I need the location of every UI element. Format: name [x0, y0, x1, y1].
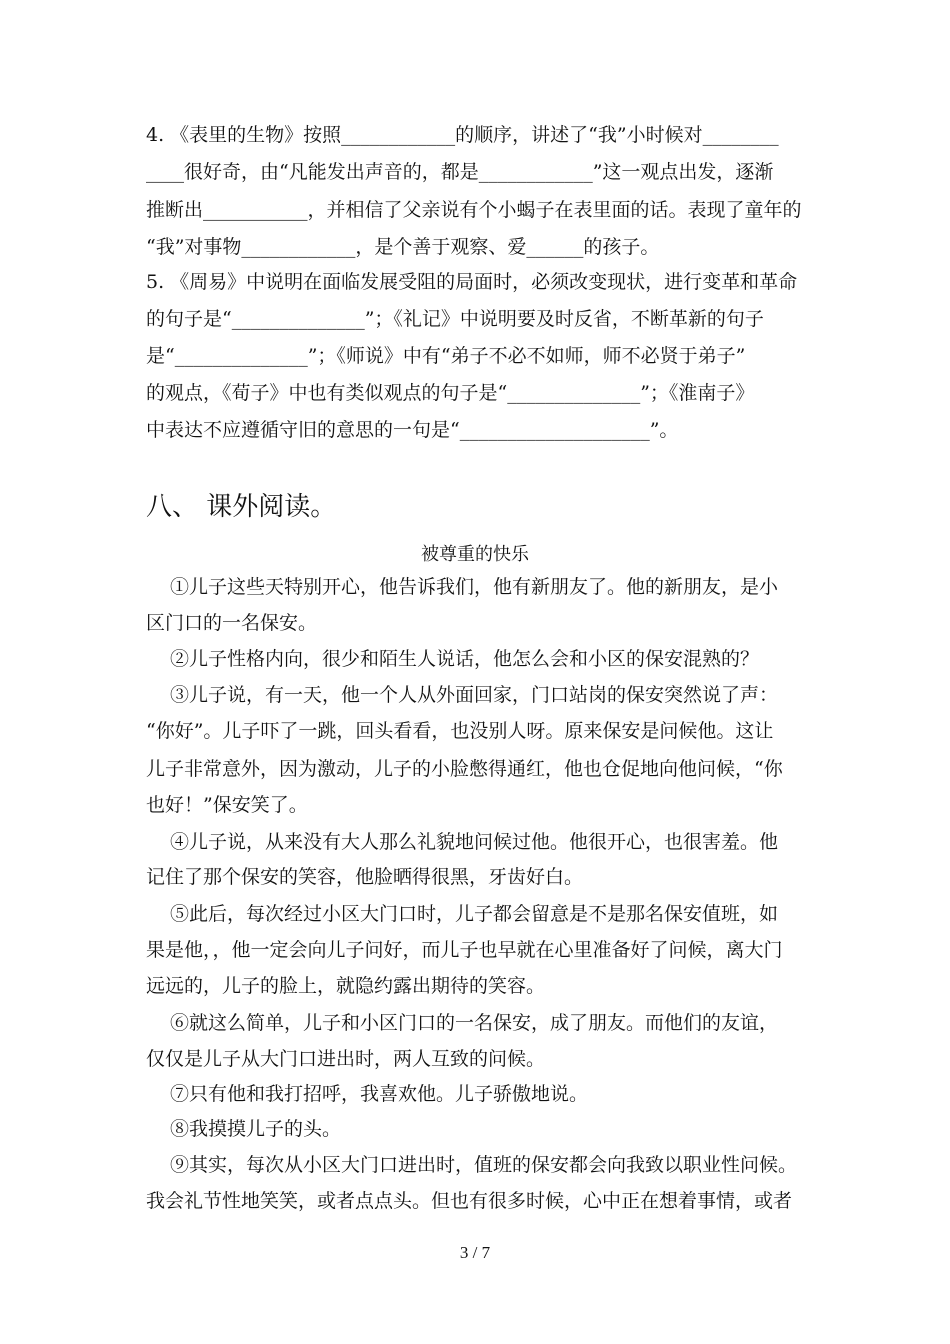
article-line: ⑥就这么简单，儿子和小区门口的一名保安，成了朋友。而他们的友谊，: [170, 1012, 779, 1034]
section-heading: 八、 课外阅读。: [146, 492, 337, 522]
article-line: ②儿子性格内向，很少和陌生人说话，他怎么会和小区的保安混熟的？: [170, 648, 760, 670]
article-line: 也好！”保安笑了。: [146, 794, 308, 816]
article-line: ④儿子说，从来没有大人那么礼貌地问候过他。他很开心，也很害羞。他: [170, 831, 779, 853]
article-line: ⑧我摸摸儿子的头。: [170, 1118, 342, 1140]
article-line: 仅仅是儿子从大门口进出时，两人互致的问候。: [146, 1048, 546, 1070]
article-line: 儿子非常意外，因为激动，儿子的小脸憋得通红，他也仓促地向他问候，“你: [146, 758, 783, 780]
article-line: 远远的，儿子的脸上，就隐约露出期待的笑容。: [146, 975, 546, 997]
article-line: ①儿子这些天特别开心，他告诉我们，他有新朋友了。他的新朋友，是小: [170, 576, 779, 598]
article-line: 区门口的一名保安。: [146, 612, 318, 634]
article-line: 记住了那个保安的笑容，他脸晒得很黑，牙齿好白。: [146, 866, 584, 888]
article-title: 被尊重的快乐: [421, 544, 529, 565]
q5-line-5: 中表达不应遵循守旧的意思的一句是“____________________”。: [146, 419, 679, 441]
article-line: 果是他，，他一定会向儿子问好，而儿子也早就在心里准备好了问候，离大门: [146, 939, 783, 961]
article-line: “你好”。儿子吓了一跳，回头看看，也没别人呀。原来保安是问候他。这让: [146, 720, 774, 742]
article-line: ③儿子说，有一天，他一个人从外面回家，门口站岗的保安突然说了声：: [170, 684, 779, 706]
article-line: 我会礼节性地笑笑，或者点点头。但也有很多时候，心中正在想着事情，或者: [146, 1190, 793, 1212]
q4-line-3: 推断出___________，并相信了父亲说有个小蝎子在表里面的话。表现了童年的: [146, 199, 802, 221]
q5-line-3: 是“______________”；《师说》中有“弟子不必不如师，师不必贤于弟子”: [146, 345, 746, 367]
article-line: ⑤此后，每次经过小区大门口时，儿子都会留意是不是那名保安值班，如: [170, 903, 779, 925]
q4-line-2: ____很好奇，由“凡能发出声音的，都是____________”这一观点出发，逐渐: [146, 161, 774, 183]
page-number: 3 / 7: [459, 1243, 491, 1262]
article-line: ⑨其实，每次从小区大门口进出时，值班的保安都会向我致以职业性问候。: [170, 1154, 798, 1176]
q5-line-4: 的观点，《荀子》中也有类似观点的句子是“______________”；《淮南子》: [146, 382, 755, 404]
q4-line-4: “我”对事物____________，是个善于观察、爱______的孩子。: [146, 236, 660, 258]
article-line: ⑦只有他和我打招呼，我喜欢他。儿子骄傲地说。: [170, 1083, 589, 1105]
q5-line-2: 的句子是“______________”；《礼记》中说明要及时反省，不断革新的句子: [146, 308, 764, 330]
q5-line-1: 5. 《周易》中说明在面临发展受阻的局面时，必须改变现状，进行变革和革命: [146, 271, 798, 293]
q4-line-1: 4. 《表里的生物》按照____________的顺序，讲述了“我”小时候对________: [146, 124, 779, 146]
